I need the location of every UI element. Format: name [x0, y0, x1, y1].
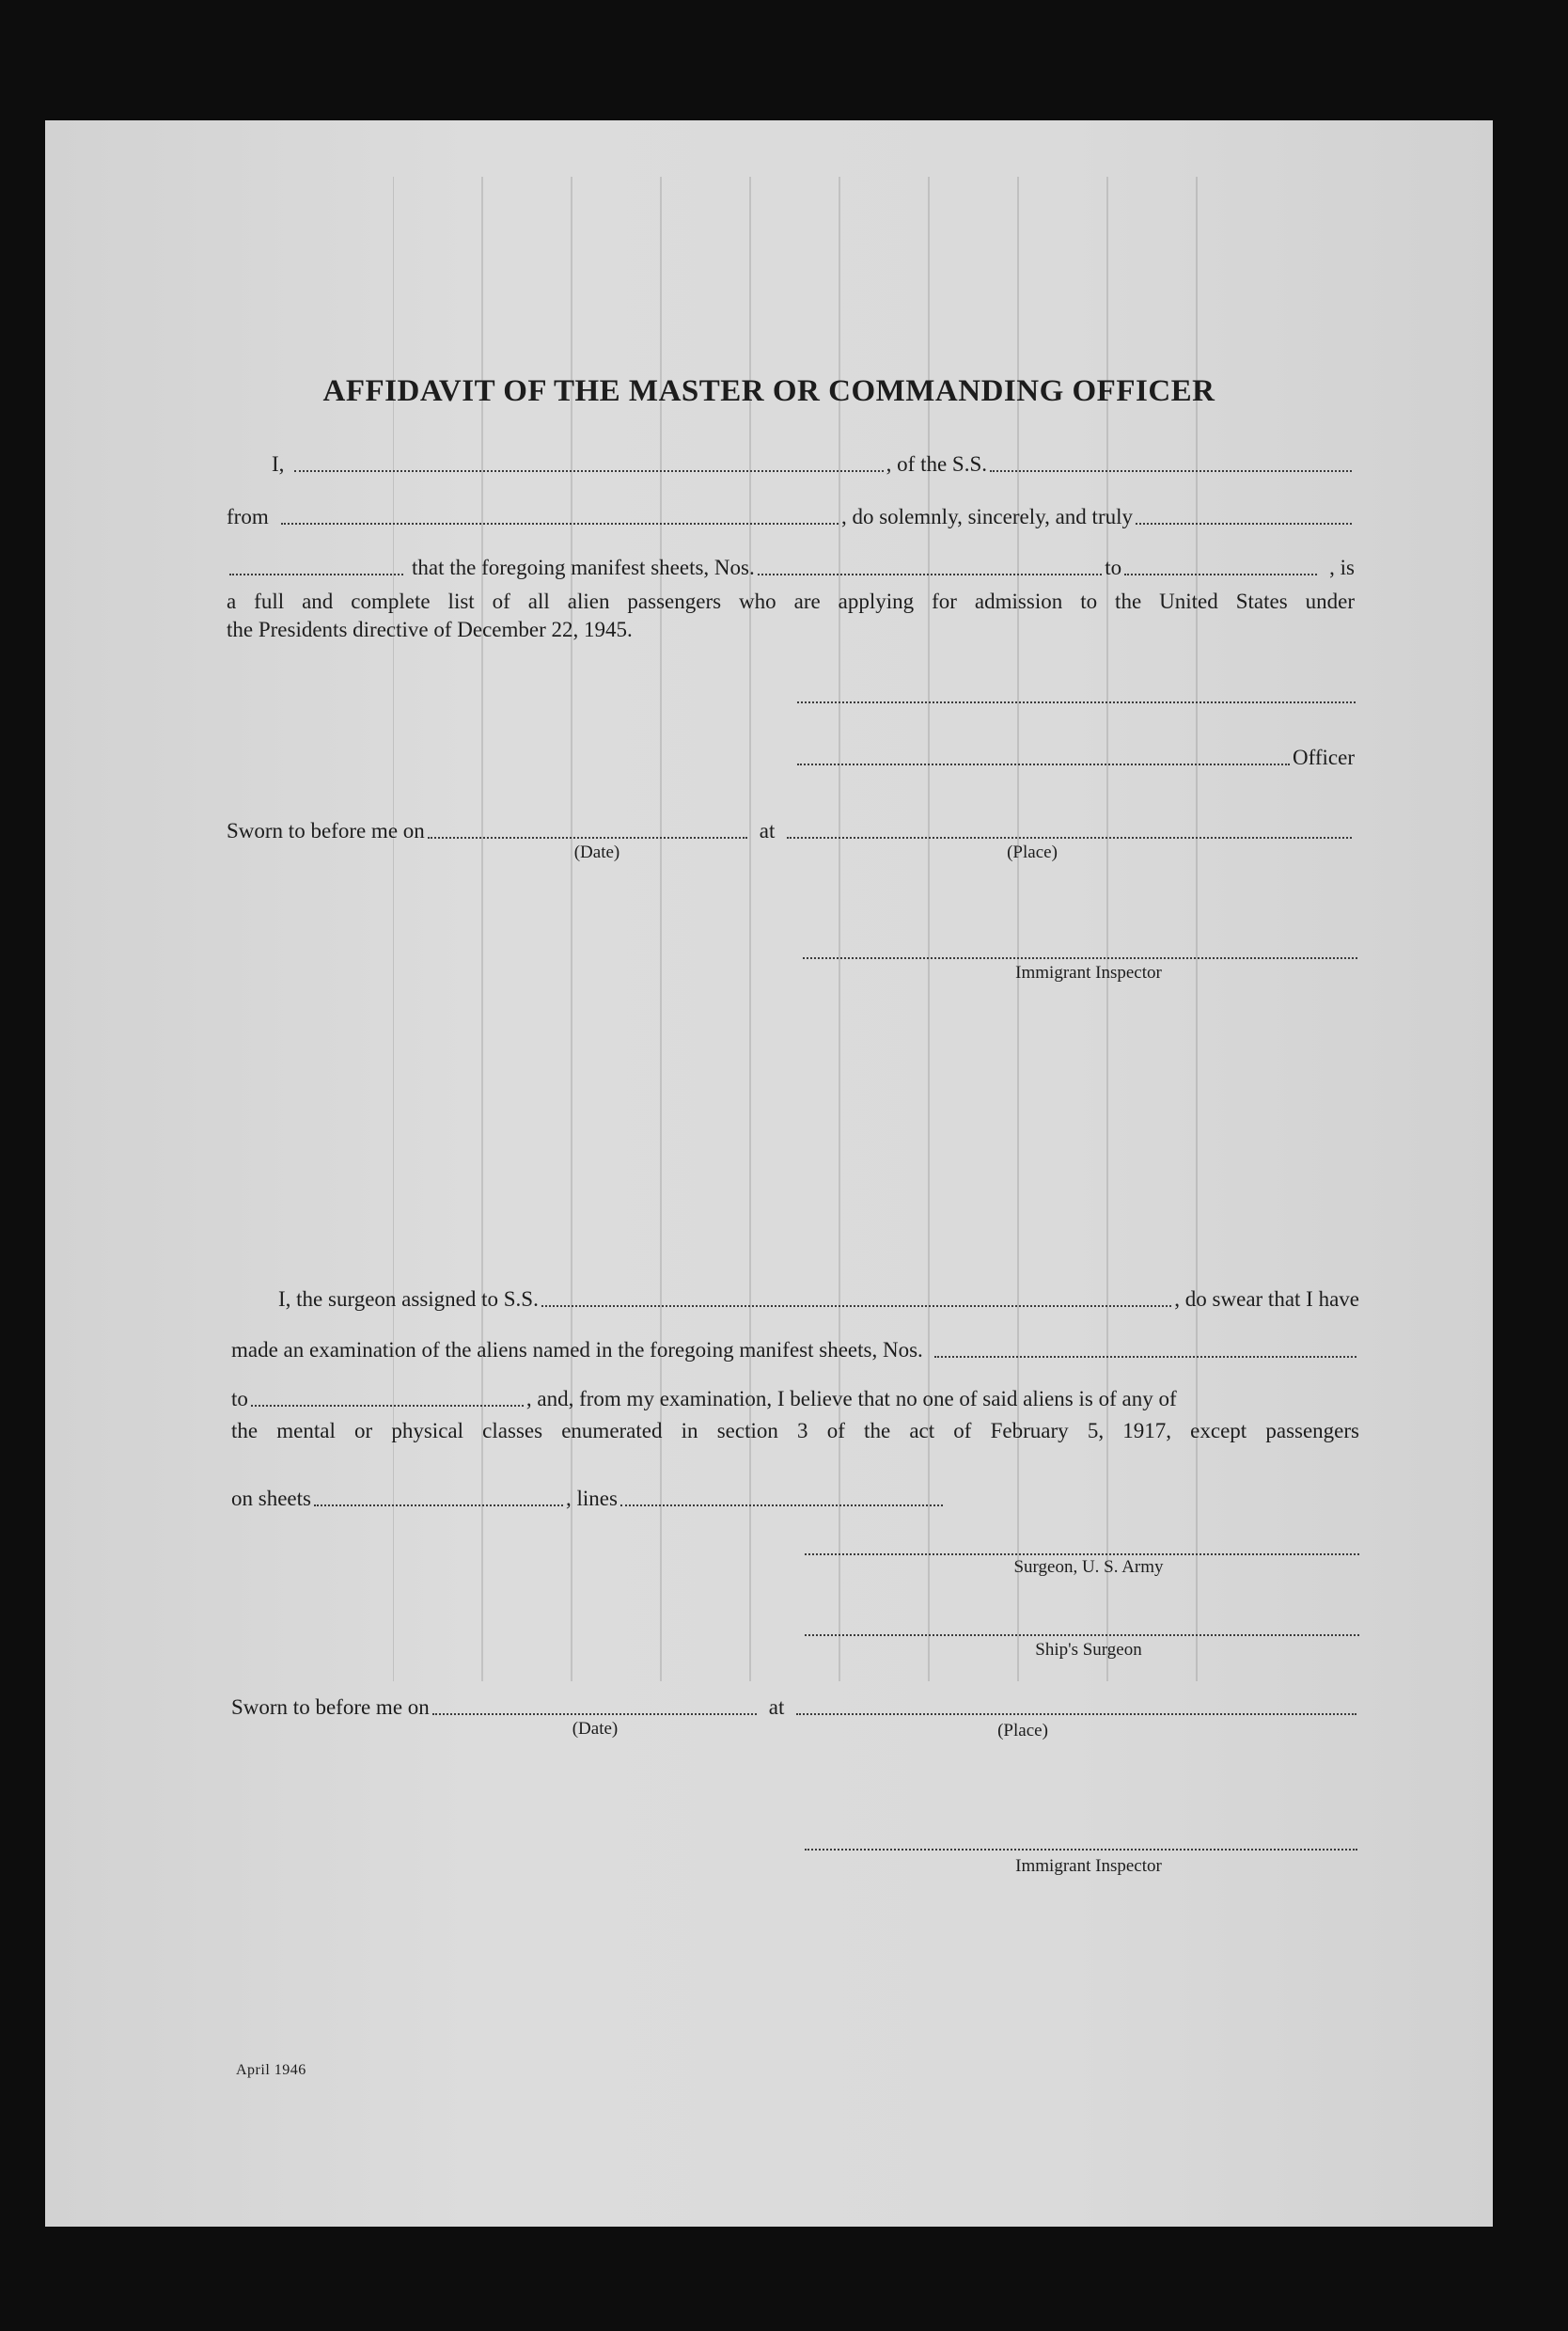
- master-affirm-field[interactable]: [229, 555, 403, 575]
- master-place-caption: (Place): [1007, 843, 1058, 862]
- surgeon-inspector-signature-line[interactable]: [805, 1847, 1357, 1851]
- surgeon-on-sheets-label: on sheets: [231, 1487, 311, 1510]
- master-sworn-label: Sworn to before me on: [227, 819, 425, 843]
- surgeon-sworn-line: [231, 1694, 1359, 1721]
- master-sheets-to-field[interactable]: [1124, 555, 1317, 575]
- master-to-label: to: [1105, 556, 1122, 579]
- surgeon-at-label: at: [768, 1695, 785, 1719]
- surgeon-belief-label: , and, from my examination, I believe that no one of said aliens is of any of: [525, 1387, 1177, 1410]
- surgeon-examination-label: made an examination of the aliens named in the foregoing manifest sheets, Nos.: [231, 1338, 923, 1362]
- master-sheets-from-field[interactable]: [758, 555, 1103, 575]
- master-sworn-place-field[interactable]: [787, 818, 1352, 839]
- ship-surgeon-signature-line[interactable]: [805, 1632, 1359, 1636]
- master-sworn-line: [227, 818, 1355, 844]
- surgeon-place-caption: (Place): [997, 1721, 1048, 1740]
- master-swear-field[interactable]: [1136, 504, 1352, 525]
- master-from-field[interactable]: [281, 504, 839, 525]
- ship-surgeon-caption: Ship's Surgeon: [1035, 1640, 1142, 1660]
- army-surgeon-signature-line[interactable]: [805, 1551, 1359, 1555]
- affidavit-title: AFFIDAVIT OF THE MASTER OR COMMANDING OFFICER: [322, 374, 1215, 408]
- master-line-5: the Presidents directive of December 22, 1945.: [227, 618, 633, 641]
- surgeon-sworn-date-field[interactable]: [432, 1694, 757, 1715]
- surgeon-sworn-label: Sworn to before me on: [231, 1695, 430, 1719]
- surgeon-to-label: to: [231, 1387, 248, 1410]
- surgeon-inspector-caption: Immigrant Inspector: [1015, 1856, 1162, 1876]
- master-signature-line[interactable]: [797, 700, 1356, 703]
- master-swear-label: , do solemnly, sincerely, and truly: [840, 505, 1133, 528]
- master-from-label: from: [227, 505, 269, 528]
- master-sworn-date-field[interactable]: [428, 818, 747, 839]
- surgeon-line-1: [278, 1286, 1359, 1313]
- master-ship-label: , of the S.S.: [886, 452, 987, 476]
- surgeon-sheets-from-field[interactable]: [934, 1337, 1356, 1358]
- master-ship-field[interactable]: [990, 451, 1352, 472]
- master-at-label: at: [759, 819, 776, 843]
- master-line-2: [227, 504, 1355, 530]
- master-name-field[interactable]: [294, 451, 883, 472]
- master-i-label: I,: [272, 452, 285, 476]
- surgeon-swear-label: , do swear that I have: [1174, 1287, 1359, 1311]
- surgeon-line-5: [231, 1486, 946, 1512]
- surgeon-lines-field[interactable]: [620, 1486, 943, 1506]
- army-surgeon-caption: Surgeon, U. S. Army: [1013, 1557, 1164, 1577]
- officer-signature-field[interactable]: [797, 745, 1290, 765]
- surgeon-sheets-to-field[interactable]: [251, 1386, 524, 1407]
- surgeon-ship-field[interactable]: [541, 1286, 1171, 1307]
- master-date-caption: (Date): [573, 843, 620, 862]
- surgeon-date-caption: (Date): [572, 1719, 619, 1739]
- surgeon-lines-label: , lines: [565, 1487, 618, 1510]
- master-inspector-caption: Immigrant Inspector: [1015, 963, 1162, 983]
- master-inspector-signature-line[interactable]: [803, 955, 1357, 959]
- surgeon-line-2: [231, 1337, 1359, 1363]
- surgeon-sworn-place-field[interactable]: [796, 1694, 1356, 1715]
- form-page: [45, 120, 1493, 2227]
- master-sheets-label: that the foregoing manifest sheets, Nos.: [412, 556, 755, 579]
- officer-line: [794, 745, 1355, 771]
- surgeon-assigned-label: I, the surgeon assigned to S.S.: [278, 1287, 539, 1311]
- master-line-1: [272, 451, 1355, 478]
- surgeon-line-4: the mental or physical classes enumerated in section 3 of the act of February 5, 1917, except passengers: [231, 1419, 1359, 1442]
- master-is-label: , is: [1329, 556, 1355, 579]
- officer-label: Officer: [1293, 746, 1355, 769]
- surgeon-on-sheets-field[interactable]: [314, 1486, 563, 1506]
- master-line-4: a full and complete list of all alien passengers who are applying for admission to the United States under: [227, 590, 1355, 613]
- form-date: April 1946: [236, 2062, 306, 2078]
- surgeon-line-3: [231, 1386, 1359, 1412]
- master-line-3: [227, 555, 1355, 581]
